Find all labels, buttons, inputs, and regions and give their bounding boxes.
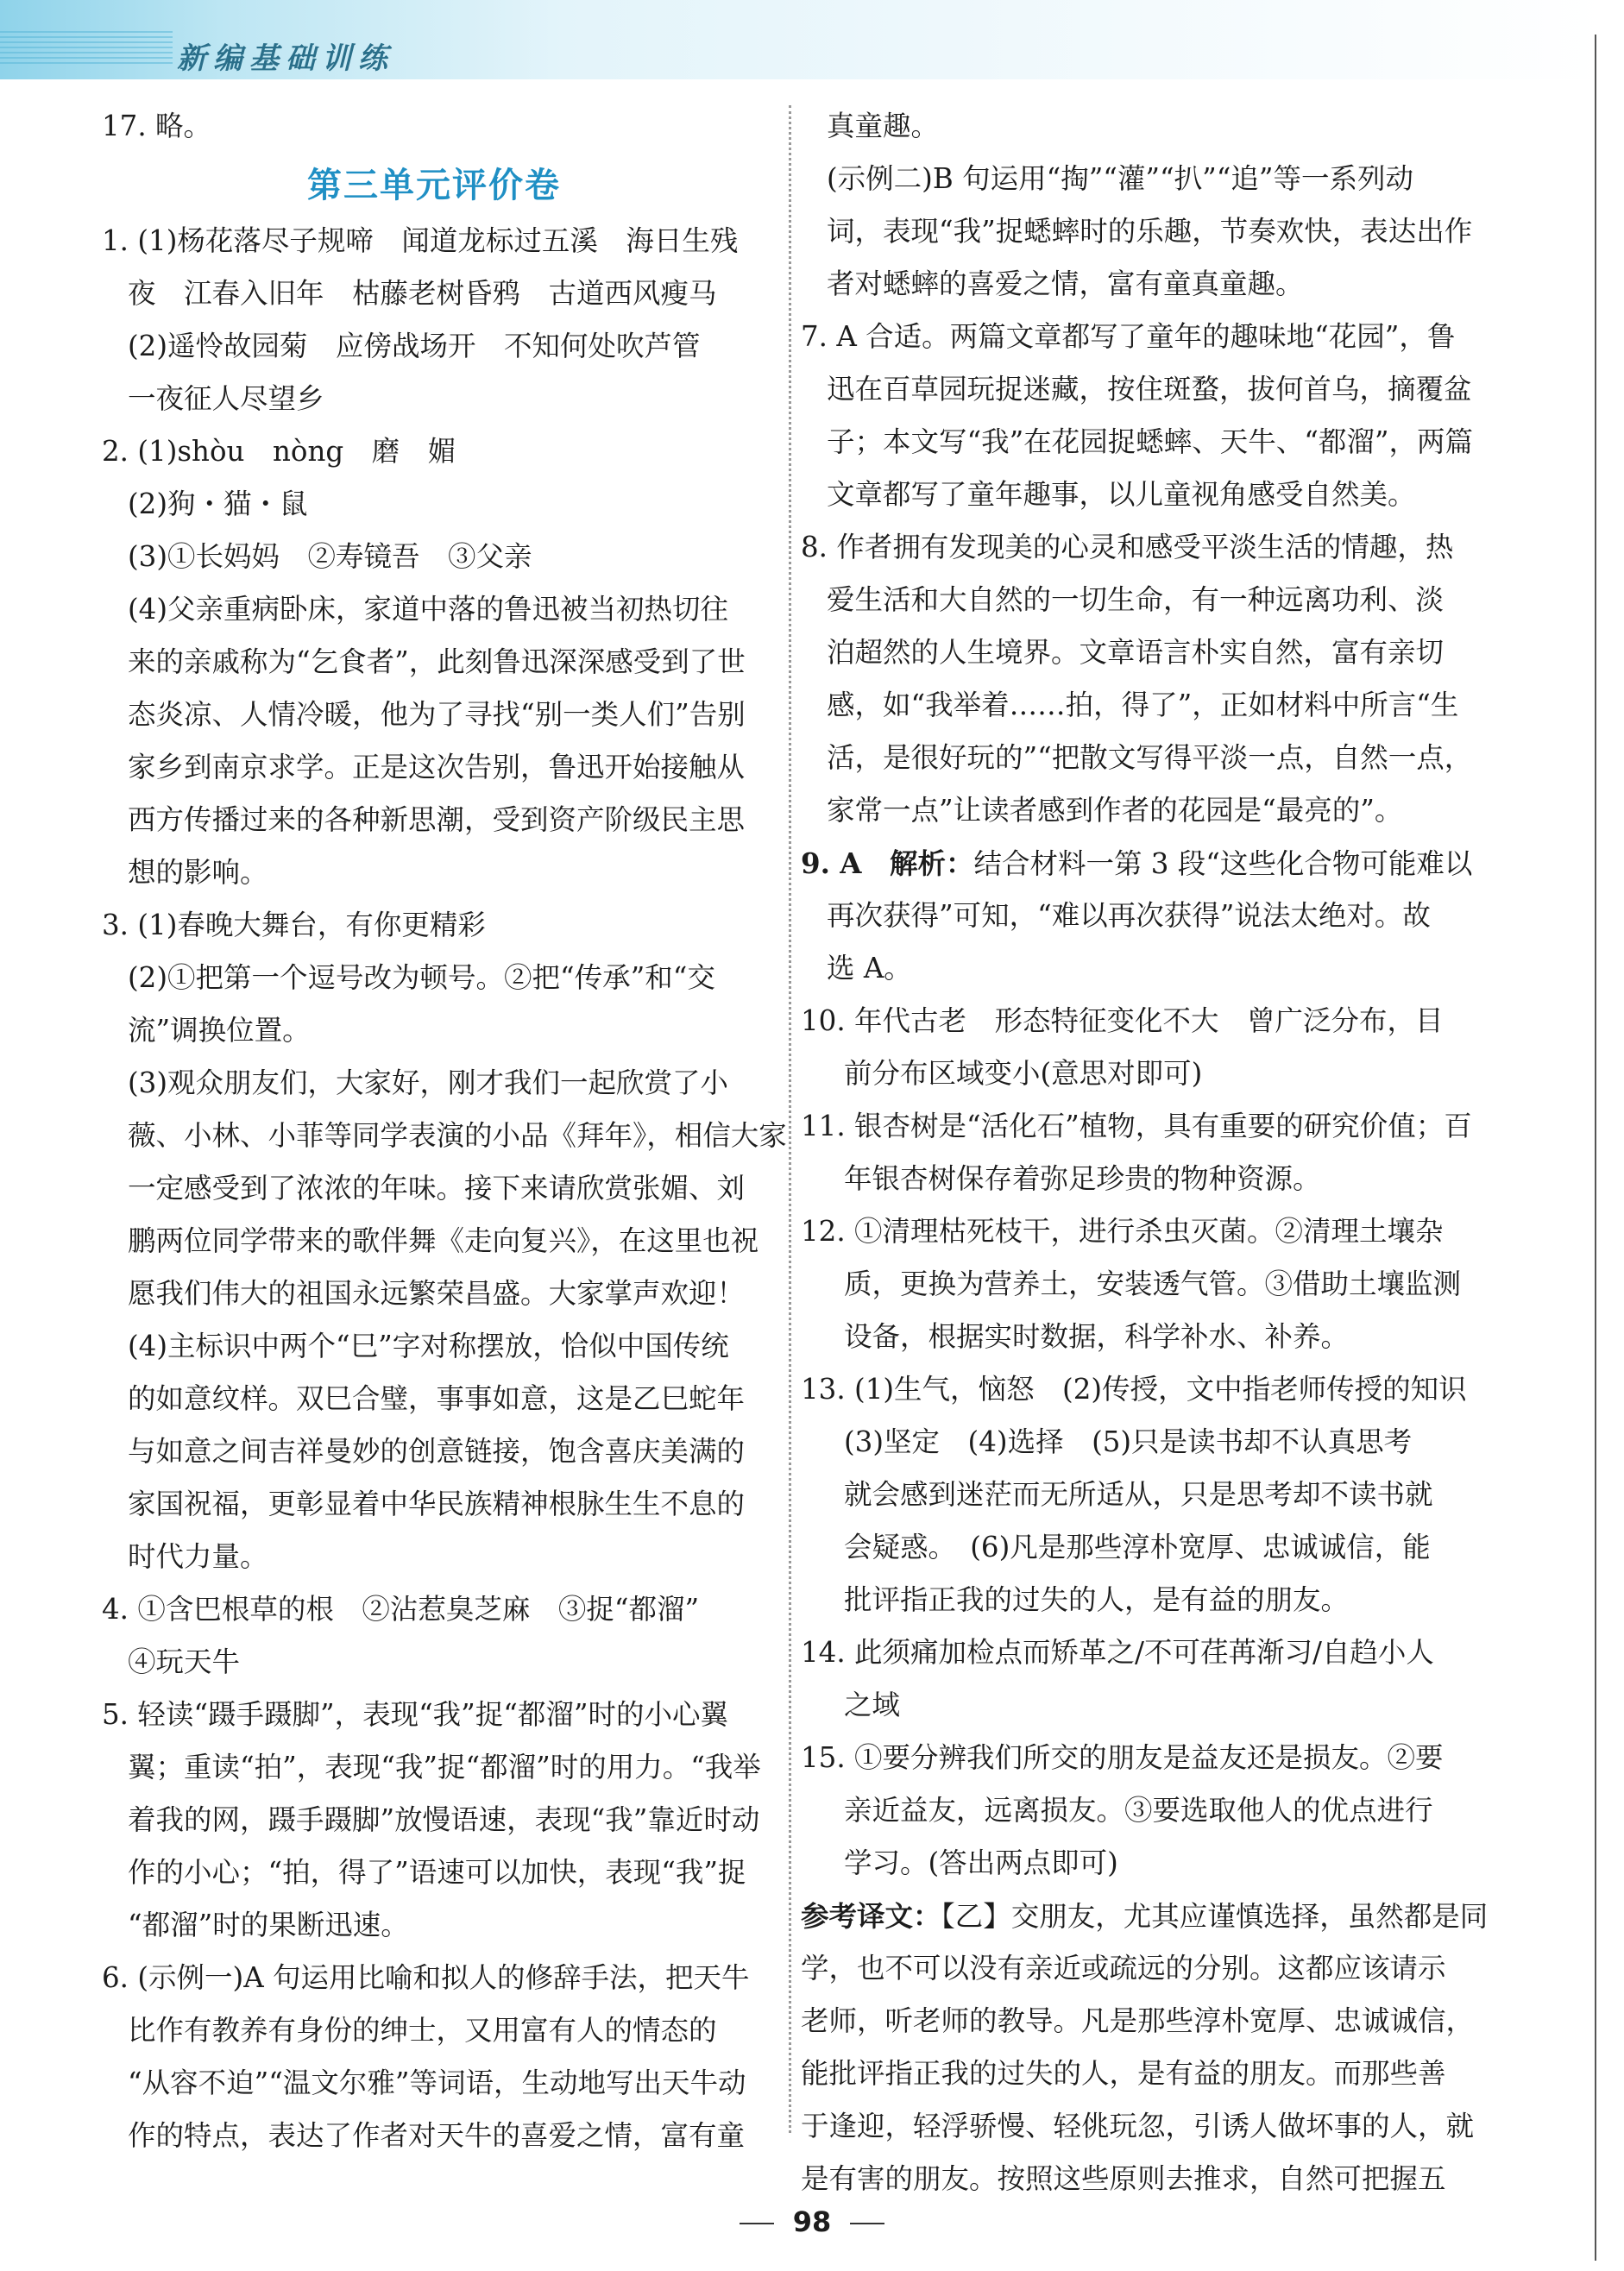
answer-line — [801, 1890, 1489, 1942]
answer-line: “都溜”时的果断迅速。 — [128, 1909, 409, 1941]
answer-line: 质，更换为营养土，安装透气管。③借助土壤监测 — [844, 1268, 1462, 1300]
answer-line: “从容不迫”“温文尔雅”等词语，生动地写出天牛动 — [128, 2067, 746, 2099]
answer-line: 翼；重读“拍”，表现“我”捉“都溜”时的用力。“我举 — [128, 1751, 761, 1783]
answer-line: (2)狗・猫・鼠 — [128, 488, 308, 520]
answer-line: 者对蟋蟀的喜爱之情，富有童真童趣。 — [827, 267, 1304, 300]
answer-line: (2)遥怜故园菊 应傍战场开 不知何处吹芦管 — [128, 330, 701, 362]
answer-line: (示例二)B 句运用“掏”“灌”“扒”“追”等一系列动 — [827, 162, 1413, 195]
answer-line: 8. 作者拥有发现美的心灵和感受平淡生活的情趣，热 — [801, 531, 1454, 563]
answer-line: 感，如“我举着……拍，得了”，正如材料中所言“生 — [827, 689, 1459, 721]
answer-line: (3)坚定 (4)选择 (5)只是读书却不认真思考 — [844, 1425, 1413, 1458]
page-number-dash-left — [740, 2223, 774, 2224]
answer-line: (3)观众朋友们，大家好，刚才我们一起欣赏了小 — [128, 1066, 729, 1099]
answer-line: 泊超然的人生境界。文章语言朴实自然，富有亲切 — [827, 636, 1445, 669]
answer-line: 年银杏树保存着弥足珍贵的物种资源。 — [844, 1162, 1321, 1195]
answer-line: 批评指正我的过失的人，是有益的朋友。 — [844, 1583, 1350, 1616]
bold-label: 参考译文： — [801, 1899, 941, 1933]
answer-line: 17. 略。 — [102, 110, 212, 142]
answer-line: 10. 年代古老 形态特征变化不大 曾广泛分布，目 — [801, 1004, 1444, 1037]
answer-line: 选 A。 — [827, 952, 912, 985]
answer-line: 于逢迎，轻浮骄慢、轻佻玩忽，引诱人做坏事的人，就 — [801, 2110, 1475, 2142]
answer-line: 迅在百草园玩捉迷藏，按住斑蝥，拔何首乌，摘覆盆 — [827, 373, 1472, 406]
answer-line: 比作有教养有身份的绅士，又用富有人的情态的 — [128, 2014, 717, 2047]
answer-line: 真童趣。 — [827, 110, 940, 142]
answer-line: 夜 江春入旧年 枯藤老树昏鸦 古道西风瘦马 — [128, 277, 717, 310]
answer-line: 3. (1)春晚大舞台，有你更精彩 — [102, 909, 486, 941]
page-header-band — [0, 0, 1605, 79]
answer-line: 学习。(答出两点即可) — [844, 1846, 1118, 1879]
header-stripe-decoration — [0, 31, 173, 66]
answer-line: 家常一点”让读者感到作者的花园是“最亮的”。 — [827, 794, 1403, 827]
page-number-text: 98 — [792, 2205, 832, 2238]
answer-line: (4)主标识中两个“巳”字对称摆放，恰似中国传统 — [128, 1330, 729, 1362]
answer-line: (3)①长妈妈 ②寿镜吾 ③父亲 — [128, 540, 532, 573]
answer-line: 子；本文写“我”在花园捉蟋蟀、天牛、“都溜”，两篇 — [827, 425, 1473, 458]
answer-line: 爱生活和大自然的一切生命，有一种远离功利、淡 — [827, 583, 1445, 616]
answer-line: 1. (1)杨花落尽子规啼 闻道龙标过五溪 海日生残 — [102, 224, 739, 257]
answer-line: (4)父亲重病卧床，家道中落的鲁迅被当初热切往 — [128, 593, 729, 626]
answer-line: 老师，听老师的教导。凡是那些淳朴宽厚、忠诚诚信， — [801, 2004, 1475, 2037]
answer-line: 家国祝福，更彰显着中华民族精神根脉生生不息的 — [128, 1488, 746, 1520]
answer-line: 是有害的朋友。按照这些原则去推求，自然可把握五 — [801, 2162, 1446, 2195]
answer-line: 来的亲戚称为“乞食者”，此刻鲁迅深深感受到了世 — [128, 645, 746, 678]
page-edge-line — [1595, 35, 1596, 2261]
answer-line: 设备，根据实时数据，科学补水、补养。 — [844, 1320, 1350, 1353]
answer-line: 4. ①含巴根草的根 ②沾惹臭芝麻 ③捉“都溜” — [102, 1593, 700, 1626]
answer-line: 着我的网，蹑手蹑脚”放慢语速，表现“我”靠近时动 — [128, 1803, 760, 1836]
answer-column-left — [102, 100, 787, 2162]
bold-label: 9. A 解析： — [801, 846, 974, 880]
answer-line: 15. ①要分辨我们所交的朋友是益友还是损友。②要 — [801, 1741, 1444, 1774]
answer-line: 愿我们伟大的祖国永远繁荣昌盛。大家掌声欢迎！ — [128, 1277, 746, 1310]
answer-line: 2. (1)shòu nòng 磨 媚 — [102, 435, 456, 468]
answer-line: 的如意纹样。双巳合璧，事事如意，这是乙巳蛇年 — [128, 1382, 746, 1415]
answer-line: 时代力量。 — [128, 1540, 268, 1573]
answer-line: 与如意之间吉祥曼妙的创意链接，饱含喜庆美满的 — [128, 1435, 746, 1468]
answer-line: 鹏两位同学带来的歌伴舞《走向复兴》，在这里也祝 — [128, 1224, 759, 1257]
answer-line: 学，也不可以没有亲近或疏远的分别。这都应该请示 — [801, 1952, 1446, 1985]
answer-line: 能批评指正我的过失的人，是有益的朋友。而那些善 — [801, 2057, 1446, 2090]
answer-line: 态炎凉、人情冷暖，他为了寻找“别一类人们”告别 — [128, 698, 746, 731]
answer-column-right — [801, 100, 1489, 2205]
answer-text: 结合材料一第 3 段“这些化合物可能难以 — [973, 847, 1473, 880]
answer-line: 7. A 合适。两篇文章都写了童年的趣味地“花园”，鲁 — [801, 320, 1456, 353]
answer-line: 14. 此须痛加检点而矫革之/不可荏苒渐习/自趋小人 — [801, 1636, 1434, 1669]
answer-line: 家乡到南京求学。正是这次告别，鲁迅开始接触从 — [128, 751, 746, 783]
answer-line: 13. (1)生气，恼怒 (2)传授，文中指老师传授的知识 — [801, 1373, 1467, 1406]
page-number-dash-right — [850, 2223, 884, 2224]
answer-line: 会疑惑。 (6)凡是那些淳朴宽厚、忠诚诚信，能 — [844, 1531, 1431, 1563]
section-title: 第三单元评价卷 — [307, 165, 561, 205]
answer-line: 5. 轻读“蹑手蹑脚”，表现“我”捉“都溜”时的小心翼 — [102, 1698, 729, 1731]
answer-line: 一定感受到了浓浓的年味。接下来请欣赏张媚、刘 — [128, 1172, 746, 1205]
answer-line: 前分布区域变小(意思对即可) — [844, 1057, 1203, 1090]
answer-line: (2)①把第一个逗号改为顿号。②把“传承”和“交 — [128, 961, 715, 994]
answer-line: 流”调换位置。 — [128, 1014, 311, 1047]
answer-line: 薇、小林、小菲等同学表演的小品《拜年》，相信大家 — [128, 1119, 787, 1152]
answer-line: ④玩天牛 — [128, 1645, 241, 1678]
answer-line — [801, 837, 1481, 890]
page-number — [0, 2205, 1624, 2238]
answer-line: 再次获得”可知，“难以再次获得”说法太绝对。故 — [827, 899, 1431, 932]
answer-line: 11. 银杏树是“活化石”植物，具有重要的研究价值；百 — [801, 1110, 1472, 1142]
answer-line: 6. (示例一)A 句运用比喻和拟人的修辞手法，把天牛 — [102, 1961, 750, 1994]
answer-line: 想的影响。 — [128, 856, 268, 889]
answer-line: 亲近益友，远离损友。③要选取他人的优点进行 — [844, 1794, 1433, 1827]
answer-line: 就会感到迷茫而无所适从，只是思考却不读书就 — [844, 1478, 1433, 1511]
series-title: 新编基础训练 — [177, 41, 394, 76]
answer-line: 一夜征人尽望乡 — [128, 382, 324, 415]
answer-text: 【乙】交朋友，尤其应谨慎选择，虽然都是同 — [941, 1900, 1489, 1933]
answer-line: 12. ①清理枯死枝干，进行杀虫灭菌。②清理土壤杂 — [801, 1215, 1444, 1248]
answer-line: 之域 — [844, 1689, 901, 1721]
column-divider — [789, 105, 791, 2133]
answer-line: 作的小心；“拍，得了”语速可以加快，表现“我”捉 — [128, 1856, 746, 1889]
answer-line: 作的特点，表达了作者对天牛的喜爱之情，富有童 — [128, 2119, 746, 2152]
answer-line: 文章都写了童年趣事，以儿童视角感受自然美。 — [827, 478, 1416, 511]
answer-line: 活，是很好玩的”“把散文写得平淡一点，自然一点， — [827, 741, 1473, 774]
answer-line: 词，表现“我”捉蟋蟀时的乐趣，节奏欢快，表达出作 — [827, 215, 1473, 248]
answer-line: 西方传播过来的各种新思潮，受到资产阶级民主思 — [128, 803, 746, 836]
